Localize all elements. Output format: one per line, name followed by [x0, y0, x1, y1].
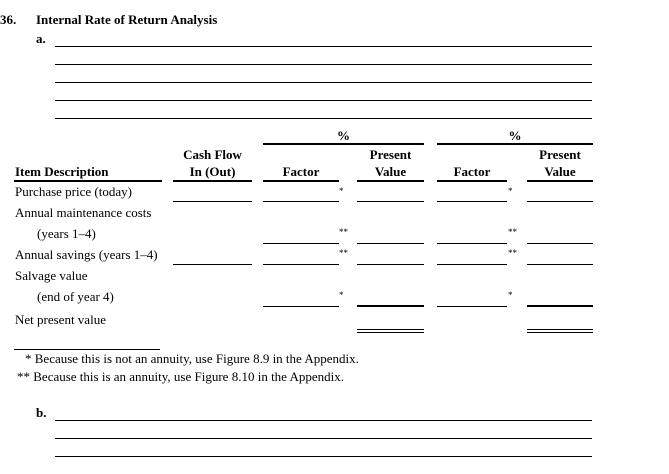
- blank-npv[interactable]: [527, 329, 593, 333]
- blank-factor[interactable]: [437, 243, 507, 244]
- blank-factor[interactable]: [437, 264, 507, 265]
- answer-line[interactable]: [55, 82, 592, 83]
- blank-present-value[interactable]: [527, 264, 593, 265]
- rate-1-percent: %: [337, 128, 350, 143]
- rate-1-line[interactable]: [263, 143, 424, 145]
- row-net-present-value: Net present value: [15, 312, 106, 327]
- blank-factor[interactable]: [437, 306, 507, 307]
- row-salvage: Salvage value: [15, 268, 88, 283]
- row-annual-savings: Annual savings (years 1–4): [15, 247, 158, 262]
- answer-line[interactable]: [55, 420, 592, 421]
- header-present-1: Present: [369, 147, 412, 162]
- blank-factor[interactable]: [437, 201, 507, 202]
- problem-title: Internal Rate of Return Analysis: [36, 12, 218, 27]
- blank-present-value[interactable]: [357, 305, 424, 307]
- problem-number: 36.: [0, 12, 17, 27]
- footnote-marker: **: [339, 248, 348, 258]
- row-salvage-end: (end of year 4): [37, 289, 114, 304]
- answer-line[interactable]: [55, 64, 592, 65]
- header-cash-flow: Cash Flow: [183, 147, 242, 162]
- header-item-description: Item Description: [15, 164, 109, 179]
- rate-2-percent: %: [508, 128, 522, 143]
- footnote-marker: *: [508, 290, 513, 300]
- header-present-2: Present: [539, 147, 581, 162]
- blank-present-value[interactable]: [357, 201, 424, 202]
- footnote-2: ** Because this is an annuity, use Figure 8.10 in the Appendix.: [17, 369, 344, 384]
- footnote-1: * Because this is not an annuity, use Figure 8.9 in the Appendix.: [25, 351, 359, 366]
- header-factor-2: Factor: [453, 164, 491, 179]
- header-value-1: Value: [374, 164, 407, 179]
- blank-npv[interactable]: [357, 329, 424, 333]
- blank-present-value[interactable]: [527, 201, 593, 202]
- answer-line[interactable]: [55, 118, 592, 119]
- blank-factor[interactable]: [263, 201, 339, 202]
- header-factor-1: Factor: [282, 164, 320, 179]
- footnote-divider: [14, 349, 160, 350]
- blank-present-value[interactable]: [527, 305, 593, 307]
- footnote-marker: *: [508, 186, 513, 196]
- row-maintenance-years: (years 1–4): [37, 226, 96, 241]
- row-purchase-price: Purchase price (today): [15, 184, 132, 199]
- blank-cash-flow[interactable]: [173, 264, 252, 265]
- blank-cash-flow[interactable]: [173, 201, 252, 202]
- footnote-marker: *: [339, 290, 344, 300]
- part-b-label: b.: [36, 405, 47, 420]
- header-in-out: In (Out): [189, 164, 236, 179]
- answer-line[interactable]: [55, 456, 592, 457]
- footnote-marker: **: [508, 227, 517, 237]
- blank-factor[interactable]: [263, 264, 339, 265]
- answer-line[interactable]: [55, 46, 592, 47]
- blank-present-value[interactable]: [527, 243, 593, 244]
- blank-present-value[interactable]: [357, 243, 424, 244]
- blank-present-value[interactable]: [357, 264, 424, 265]
- part-a-label: a.: [36, 31, 46, 46]
- row-maintenance: Annual maintenance costs: [15, 205, 152, 220]
- answer-line[interactable]: [55, 100, 592, 101]
- blank-factor[interactable]: [263, 243, 339, 244]
- blank-factor[interactable]: [263, 306, 339, 307]
- rate-2-line[interactable]: [437, 143, 593, 145]
- footnote-marker: **: [508, 248, 517, 258]
- footnote-marker: **: [339, 227, 348, 237]
- header-value-2: Value: [544, 164, 576, 179]
- footnote-marker: *: [339, 186, 344, 196]
- answer-line[interactable]: [55, 438, 592, 439]
